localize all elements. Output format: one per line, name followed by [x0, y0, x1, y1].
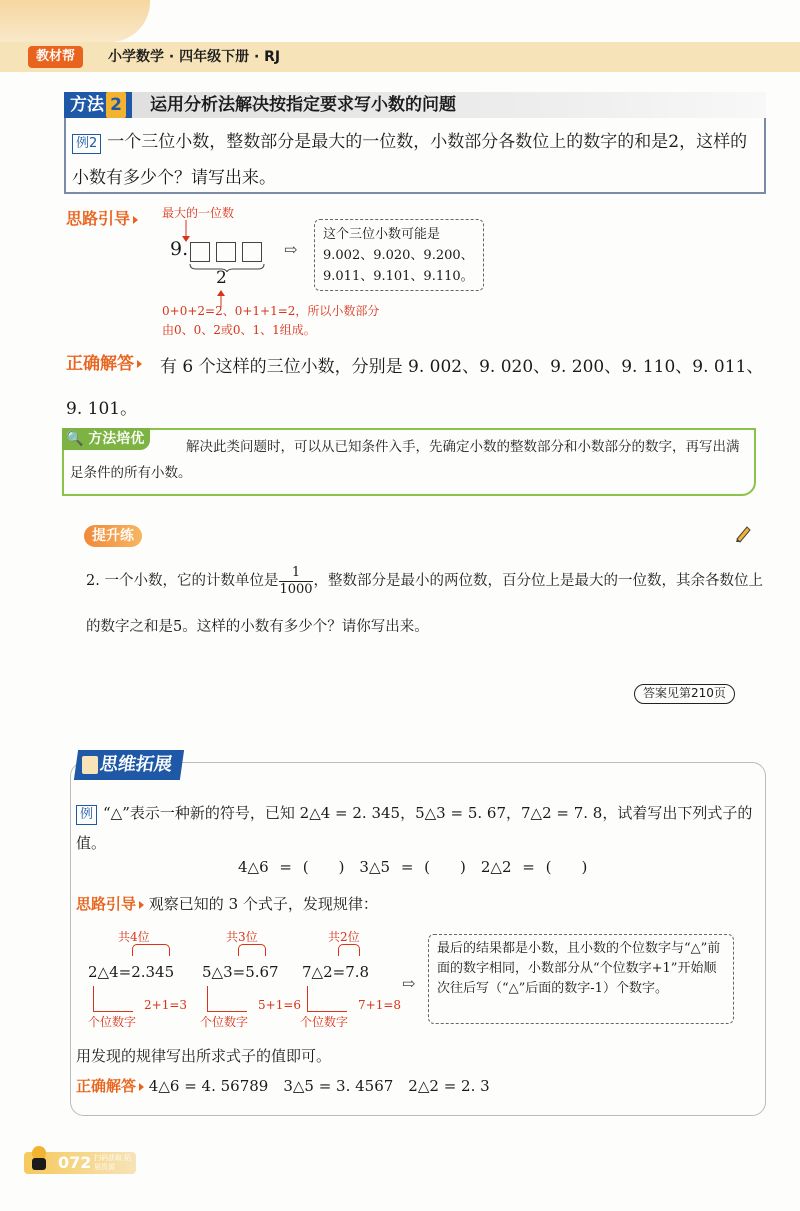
integer-part: 9. — [170, 238, 189, 260]
method-title: 运用分析法解决按指定要求写小数的问题 — [150, 95, 456, 115]
method-tag-label: 方法 — [70, 95, 104, 115]
extension-conclusion: 用发现的规律写出所求式子的值即可。 — [76, 1047, 332, 1065]
answer-text: 有 6 个这样的三位小数，分别是 9. 002、9. 020、9. 200、9. 110、9. 011、9. 101。 — [66, 357, 764, 419]
brace — [132, 944, 170, 956]
plus-label: 5+1=6 — [258, 998, 302, 1012]
pencil-icon — [734, 523, 752, 543]
under-label: 个位数字 — [300, 1015, 349, 1029]
book-icon — [82, 756, 98, 774]
brace — [238, 944, 266, 956]
fraction — [279, 565, 312, 598]
guide-label — [66, 206, 138, 229]
practice-text-b: ，整数部分是最小的两位数，百分位上是最大的一位数，其余各数位上的数字之和是5。这样的小数有多少个？请你写出来。 — [86, 573, 764, 635]
method-tag — [64, 92, 132, 118]
mascot-icon — [28, 1144, 50, 1172]
triangle-icon — [133, 216, 138, 224]
header-decor — [0, 0, 150, 42]
digit-box — [190, 242, 210, 262]
extension-equations: 4△6 = ( ) 3△5 = ( ) 2△2 = ( ) — [238, 858, 588, 876]
answer-reference: 答案见第210页 — [634, 684, 735, 704]
extension-guide-label: 思路引导 — [76, 895, 137, 913]
extension-answer-label: 正确解答 — [76, 1077, 137, 1095]
possible-line: 9.002、9.020、9.200、 — [323, 248, 474, 263]
under-label: 个位数字 — [200, 1015, 249, 1029]
digit-brace — [188, 262, 266, 272]
arrow-right-icon: ⇨ — [284, 240, 298, 259]
possible-answers-box — [314, 219, 484, 291]
extension-answer-text: 4△6 = 4. 56789 3△5 = 3. 4567 2△2 = 2. 3 — [148, 1077, 490, 1095]
tip-tag: 🔍 方法培优 — [62, 428, 150, 450]
footer-note: 扫码获取 拓展资源 — [94, 1154, 132, 1171]
tip-tag-text: 方法培优 — [88, 431, 145, 447]
guide-bottom-note-line: 0+0+2=2、0+1+1=2，所以小数部分 — [162, 304, 380, 318]
book-title: 小学数学 · 四年级下册 · RJ — [108, 49, 281, 65]
plus-label: 2+1=3 — [144, 998, 188, 1012]
brace-label: 共4位 — [118, 930, 150, 944]
extension-guide-text: 观察已知的 3 个式子，发现规律： — [148, 895, 378, 913]
digit-sum: 2 — [216, 268, 227, 288]
bracket — [207, 986, 247, 1012]
answer-label-text: 正确解答 — [66, 354, 134, 374]
guide-top-note: 最大的一位数 — [162, 206, 235, 220]
guide-bottom-note-line: 由0、0、2或0、1、1组成。 — [162, 323, 316, 337]
method-number: 2 — [106, 92, 126, 118]
under-label: 个位数字 — [88, 1015, 137, 1029]
page-number: 072 — [58, 1153, 92, 1172]
plus-label: 7+1=8 — [358, 998, 402, 1012]
possible-line: 这个三位小数可能是 — [323, 227, 441, 242]
brace-label: 共2位 — [328, 930, 360, 944]
practice-tag: 提升练 — [84, 525, 142, 547]
expression: 2△4=2.345 — [88, 963, 175, 981]
expression: 5△3=5.67 — [202, 963, 279, 981]
extension-answer — [76, 1075, 490, 1096]
brand-tag: 教材帮 — [28, 46, 83, 68]
triangle-icon — [139, 1083, 144, 1091]
arrow-right-icon: ⇨ — [402, 974, 416, 993]
digit-box — [216, 242, 236, 262]
tip-text: 解决此类问题时，可以从已知条件入手，先确定小数的整数部分和小数部分的数字，再写出满足条件的所有小数。 — [70, 439, 740, 481]
extension-guide — [76, 893, 378, 914]
triangle-icon — [139, 901, 144, 909]
triangle-icon — [137, 360, 142, 368]
rule-box: 最后的结果都是小数，且小数的个位数字与“△”前面的数字相同，小数部分从“个位数字+1”开始顺次往后写（“△”后面的数字-1）个数字。 — [428, 934, 734, 1024]
practice-text-a: 2. 一个小数，它的计数单位是 — [86, 573, 279, 589]
guide-label-text: 思路引导 — [66, 209, 131, 228]
possible-line: 9.011、9.101、9.110。 — [323, 269, 474, 284]
practice-question — [86, 558, 766, 650]
example-text — [72, 124, 762, 196]
fraction-numerator: 1 — [279, 565, 312, 582]
brace — [338, 944, 360, 956]
expression: 7△2=7.8 — [302, 963, 370, 981]
extension-tag-text: 思维拓展 — [98, 754, 174, 775]
bracket — [307, 986, 347, 1012]
guide-bottom-note — [162, 302, 379, 340]
extension-example — [76, 798, 762, 858]
answer-label — [66, 349, 142, 374]
digit-box — [242, 242, 262, 262]
fraction-denominator: 1000 — [279, 581, 313, 597]
brace-label: 共3位 — [226, 930, 258, 944]
bracket — [93, 986, 133, 1012]
example-tag: 例2 — [72, 134, 101, 154]
example-body: 一个三位小数，整数部分是最大的一位数，小数部分各数位上的数字的和是2，这样的小数有多少个？请写出来。 — [72, 132, 748, 188]
extension-example-tag: 例 — [76, 805, 97, 825]
extension-example-body: “△”表示一种新的符号，已知 2△4 = 2. 345，5△3 = 5. 67，7△2 = 7. 8，试着写出下列式子的值。 — [76, 804, 753, 852]
